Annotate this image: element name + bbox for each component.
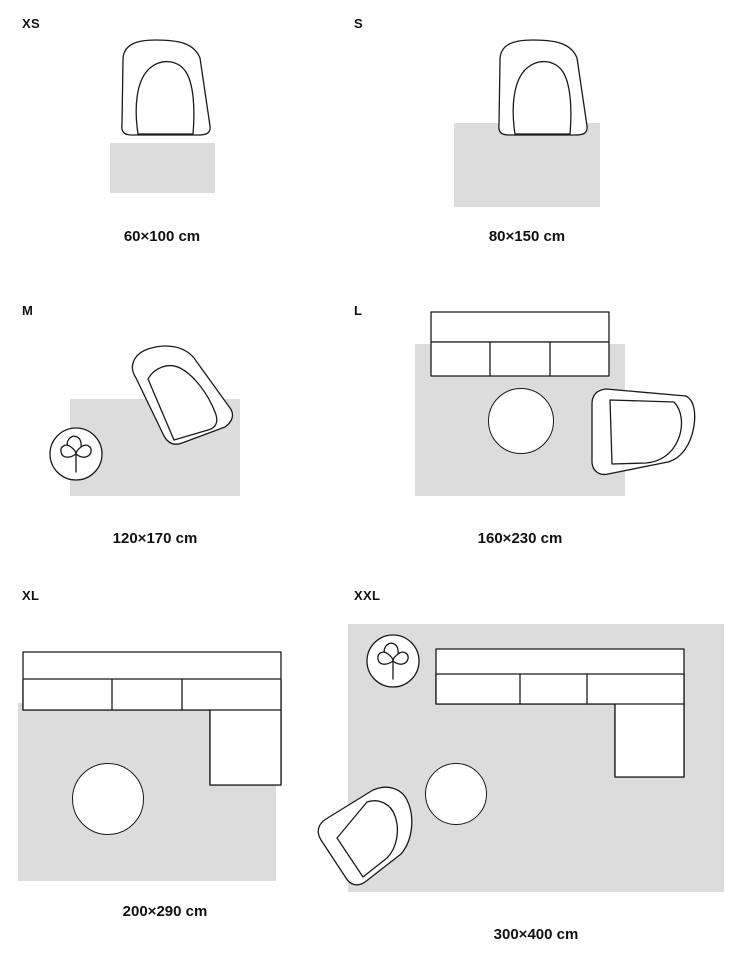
dimension-label-s: 80×150 cm xyxy=(488,228,566,245)
round-coffee-table-l xyxy=(488,388,554,454)
sectional-sofa-xxl xyxy=(435,648,685,778)
scene-l xyxy=(340,278,730,518)
size-label-l: L xyxy=(354,303,363,318)
size-cell-xl xyxy=(0,578,340,960)
sectional-sofa-xl xyxy=(22,651,282,786)
sofa-l xyxy=(430,311,610,381)
scene-xxl xyxy=(340,578,730,928)
armchair-m xyxy=(118,340,238,450)
scene-m xyxy=(0,278,340,518)
size-cell-xxl xyxy=(340,578,730,960)
size-label-xs: XS xyxy=(22,16,40,31)
scene-s xyxy=(340,0,730,215)
dimension-label-m: 120×170 cm xyxy=(112,530,198,547)
size-label-s: S xyxy=(354,16,363,31)
rug-xs xyxy=(110,143,215,193)
scene-xl xyxy=(0,578,340,908)
size-label-m: M xyxy=(22,303,34,318)
plant-icon-m xyxy=(48,426,104,482)
plant-icon-xxl xyxy=(365,633,421,689)
armchair-xxl xyxy=(315,778,435,888)
size-cell-xs xyxy=(0,0,340,265)
dimension-label-xs: 60×100 cm xyxy=(123,228,201,245)
dimension-label-xl: 200×290 cm xyxy=(122,903,208,920)
size-label-xxl: XXL xyxy=(354,588,381,603)
armchair-l xyxy=(590,378,700,478)
size-label-xl: XL xyxy=(22,588,40,603)
scene-xs xyxy=(0,0,340,215)
armchair-xs xyxy=(110,38,220,138)
size-cell-m xyxy=(0,278,340,568)
size-cell-s xyxy=(340,0,730,265)
armchair-s xyxy=(487,38,597,138)
dimension-label-xxl: 300×400 cm xyxy=(493,926,579,943)
size-cell-l xyxy=(340,278,730,568)
round-coffee-table-xl xyxy=(72,763,144,835)
dimension-label-l: 160×230 cm xyxy=(477,530,563,547)
